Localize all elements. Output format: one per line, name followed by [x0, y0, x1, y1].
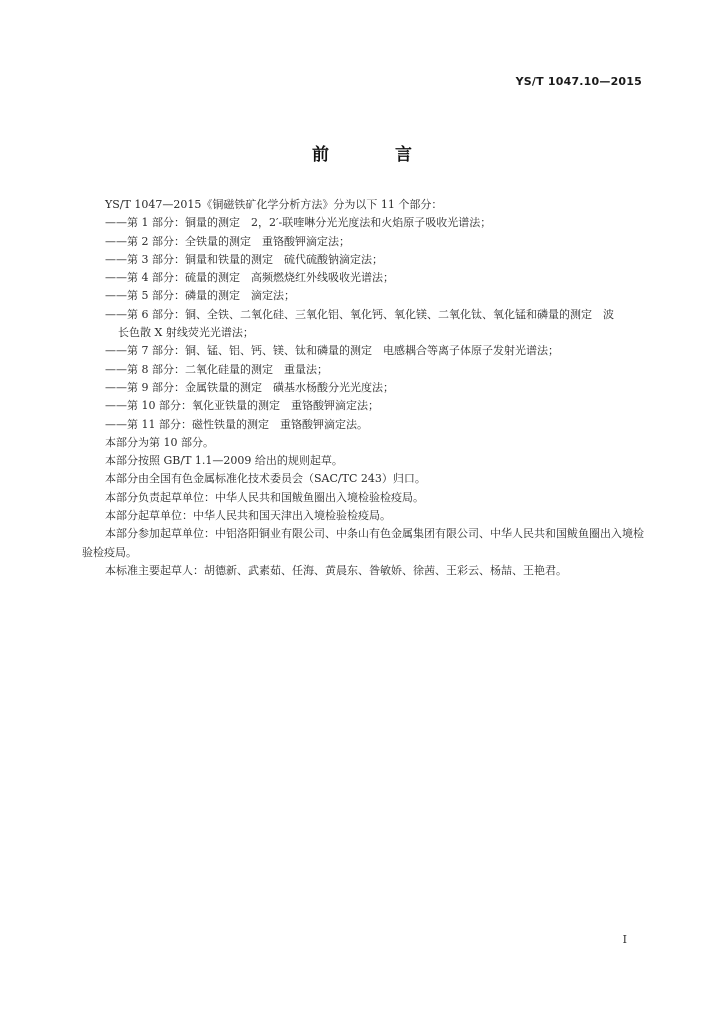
part-item-1: ——第 1 部分：铜量的测定 2，2′-联喹啉分光光度法和火焰原子吸收光谱法；: [105, 216, 492, 230]
part-item-6-continued: 长色散 X 射线荧光光谱法；: [118, 326, 254, 340]
part-item-9: ——第 9 部分：金属铁量的测定 磺基水杨酸分光光度法；: [105, 380, 394, 394]
page-number: I: [622, 933, 627, 946]
part-item-2: ——第 2 部分：全铁量的测定 重铬酸钾滴定法；: [105, 234, 350, 248]
part-item-4: ——第 4 部分：硫量的测定 高频燃烧红外线吸收光谱法；: [105, 271, 394, 285]
paragraph-technical-committee: 本部分由全国有色金属标准化技术委员会（SAC/TC 243）归口。: [105, 472, 426, 486]
paragraph-participating-units: 本部分参加起草单位：中铝洛阳铜业有限公司、中条山有色金属集团有限公司、中华人民共和国鲅鱼圈出入境检验检疫局。: [82, 527, 644, 559]
part-item-6: ——第 6 部分：铜、全铁、二氧化硅、三氧化铝、氧化钙、氧化镁、二氧化钛、氧化锰和磷量的测定 波: [105, 307, 614, 321]
standard-code: YS/T 1047.10—2015: [515, 75, 642, 88]
part-item-10: ——第 10 部分：氧化亚铁量的测定 重铬酸钾滴定法；: [105, 399, 379, 413]
part-item-3: ——第 3 部分：铜量和铁量的测定 硫代硫酸钠滴定法；: [105, 252, 383, 266]
part-item-11: ——第 11 部分：磁性铁量的测定 重铬酸钾滴定法。: [105, 417, 368, 431]
part-item-8: ——第 8 部分：二氧化硅量的测定 重量法；: [105, 362, 328, 376]
part-item-7: ——第 7 部分：铜、锰、铝、钙、镁、钛和磷量的测定 电感耦合等离子体原子发射光谱法；: [105, 344, 559, 358]
page-title: 前 言: [312, 145, 442, 165]
paragraph-part-number: 本部分为第 10 部分。: [105, 435, 214, 449]
paragraph-drafting-rules: 本部分按照 GB/T 1.1—2009 给出的规则起草。: [105, 454, 343, 468]
paragraph-main-drafters: 本标准主要起草人：胡德新、武素茹、任海、黄晨东、昝敏娇、徐茜、王彩云、杨喆、王艳君。: [105, 563, 567, 577]
intro-paragraph: YS/T 1047—2015《铜磁铁矿化学分析方法》分为以下 11 个部分：: [105, 198, 443, 211]
document-body: [82, 196, 648, 580]
paragraph-drafting-unit: 本部分起草单位：中华人民共和国天津出入境检验检疫局。: [105, 509, 391, 523]
paragraph-responsible-drafter: 本部分负责起草单位：中华人民共和国鲅鱼圈出入境检验检疫局。: [105, 490, 424, 504]
part-item-5: ——第 5 部分：磷量的测定 滴定法；: [105, 289, 295, 303]
